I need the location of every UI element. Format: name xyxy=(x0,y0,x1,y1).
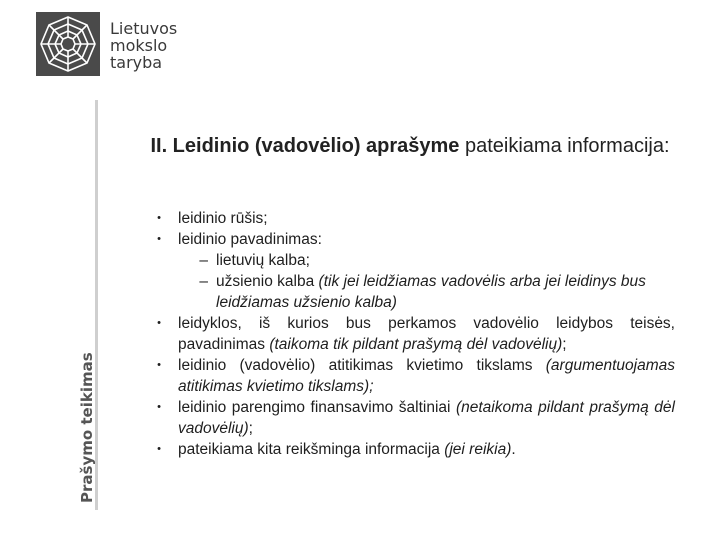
sub-list xyxy=(140,250,675,313)
logo-text xyxy=(110,20,177,71)
item-note: (taikoma tik pildant prašymą dėl vadovėlių) xyxy=(269,336,563,353)
sub-item-text: lietuvių kalba; xyxy=(216,252,310,269)
item-text: pateikiama kita reikšminga informacija xyxy=(178,441,445,458)
slide-title xyxy=(150,132,670,160)
item-text: leidinio rūšis; xyxy=(178,210,268,227)
logo xyxy=(36,12,177,76)
item-text: leidinio parengimo finansavimo šaltiniai xyxy=(178,399,456,416)
item-text: leidyklos, iš kurios bus perkamos vadovėlio leidybos teisės, pavadinimas xyxy=(178,315,675,353)
sub-item-note: (tik jei leidžiamas vadovėlis arba jei leidinys bus leidžiamas užsienio kalba) xyxy=(216,273,646,311)
item-note: (netaikoma pildant prašymą dėl vadovėlių) xyxy=(178,399,675,437)
list-item: • leidinio parengimo finansavimo šaltiniai (netaikoma pildant prašymą dėl vadovėlių); xyxy=(140,397,675,439)
logo-line: Lietuvos xyxy=(110,19,178,38)
bullet-icon: • xyxy=(157,317,161,329)
bullet-icon: • xyxy=(157,233,161,245)
list-item: • pateikiama kita reikšminga informacija (jei reikia). xyxy=(140,439,675,460)
sub-item-text: užsienio kalba xyxy=(216,273,319,290)
logo-line: mokslo xyxy=(110,36,168,55)
bullet-icon: • xyxy=(157,401,161,413)
title-bold: II. Leidinio (vadovėlio) aprašyme xyxy=(150,135,460,157)
rosette-logo-icon xyxy=(36,12,100,76)
title-rest: pateikiama informacija: xyxy=(459,135,670,157)
dash-icon: – xyxy=(199,273,208,290)
item-text: leidinio pavadinimas: xyxy=(178,231,322,248)
logo-line: taryba xyxy=(110,53,163,72)
bullet-icon: • xyxy=(157,443,161,455)
side-section-label: Prašymo teikimas xyxy=(78,352,96,503)
item-note: (jei reikia) xyxy=(444,441,512,458)
list-item xyxy=(140,355,675,397)
list-item xyxy=(140,208,675,229)
item-text: leidinio (vadovėlio) atitikimas kvietimo tikslams xyxy=(178,357,546,374)
list-item: • leidyklos, iš kurios bus perkamos vadovėlio leidybos teisės, pavadinimas (taikoma tik pildant prašymą dėl vadovėlių); xyxy=(140,313,675,355)
bullet-list xyxy=(140,208,675,460)
sub-list-item xyxy=(178,250,675,271)
bullet-icon: • xyxy=(157,212,161,224)
list-item xyxy=(140,229,675,250)
item-note: (argumentuojamas atitikimas kvietimo tikslams); xyxy=(178,357,675,395)
bullet-icon: • xyxy=(157,359,161,371)
sub-list-item xyxy=(178,271,675,313)
dash-icon: – xyxy=(199,252,208,269)
